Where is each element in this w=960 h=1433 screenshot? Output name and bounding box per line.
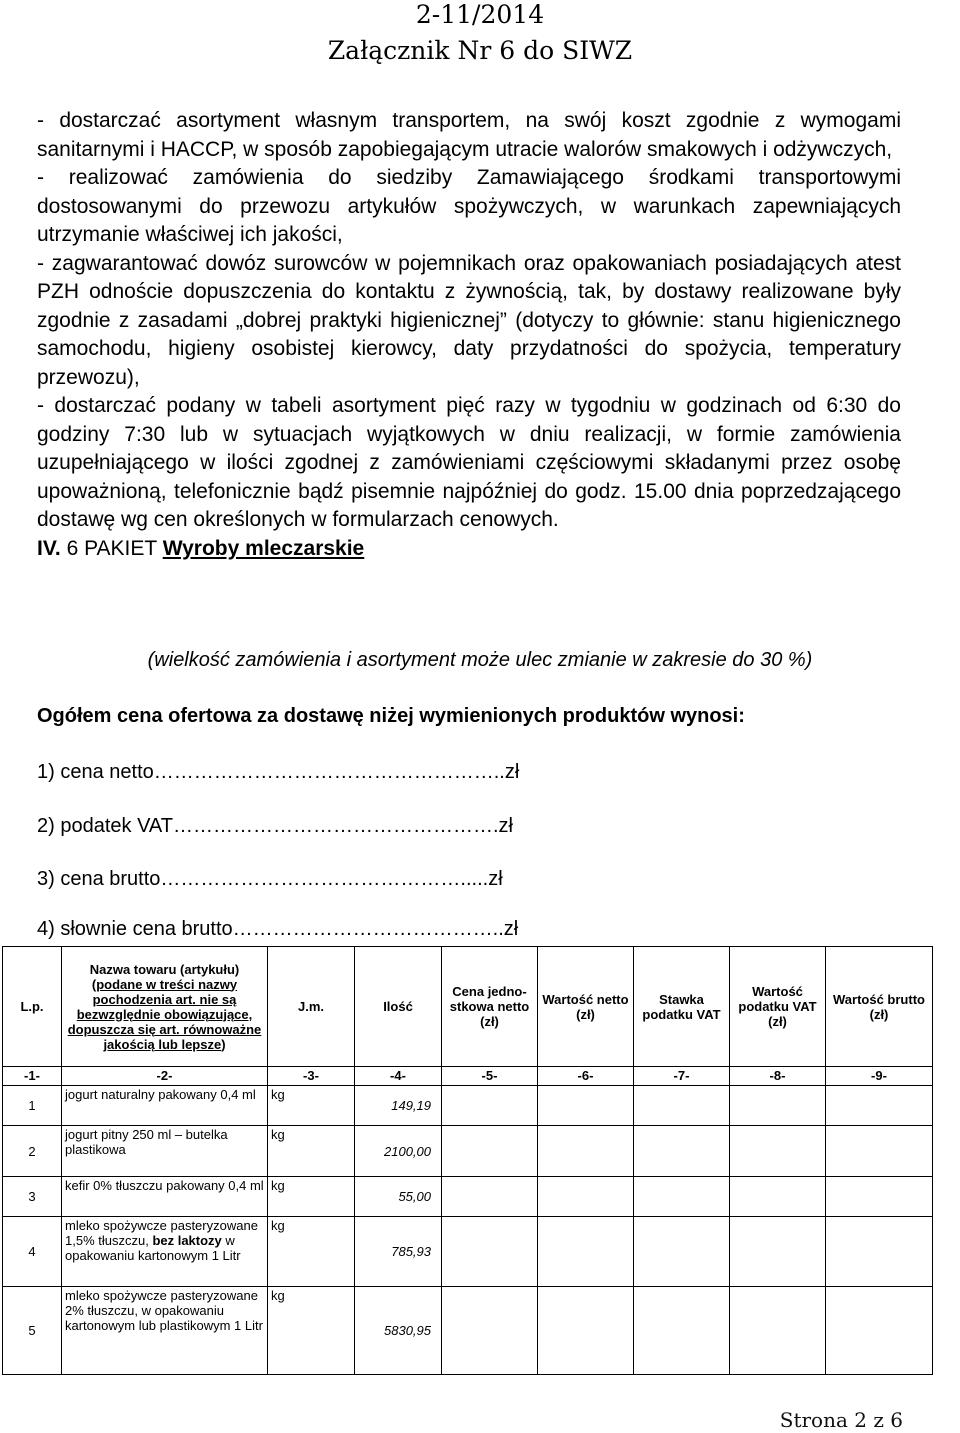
col-header-net-value: Wartość netto (zł)	[538, 947, 634, 1067]
row-unit-price[interactable]	[442, 1086, 538, 1126]
row-net-value[interactable]	[538, 1177, 634, 1217]
name-header-title: Nazwa towaru (artykułu)	[89, 961, 240, 977]
current-page-number: 2	[854, 1408, 867, 1432]
row-quantity: 5830,95	[355, 1287, 442, 1375]
row-lp: 4	[3, 1217, 62, 1287]
total-net-line: 1) cena netto……………………………………………..zł	[37, 761, 520, 783]
row-unit: kg	[268, 1217, 355, 1287]
paragraph: - dostarczać podany w tabeli asortyment pięć razy w tygodniu w godzinach od 6:30 do godziny 7:30 lub w sytuacjach wyjątkowych w dniu realizacji, w formie zamówienia uzupełniającego w ilości zgodnej z zamówieniami częściowymi składanymi przez osobę upoważnioną, telefonicznie bądź pisemnie najpóźniej do godz. 15.00 dnia poprzedzającego dostawę wg cen określonych w formularzach cenowych.	[37, 394, 901, 531]
row-vat-value[interactable]	[730, 1126, 826, 1177]
name-header-note: (podane w treści nazwy pochodzenia art. nie są bezwzględnie obowiązujące, dopuszcza się art. równoważne jakością lub lepsze	[67, 976, 262, 1052]
section-heading	[37, 535, 901, 564]
row-unit-price[interactable]	[442, 1177, 538, 1217]
footer-prefix: Strona	[779, 1408, 855, 1432]
col-header-lp: L.p.	[3, 947, 62, 1067]
total-gross-line: 3) cena brutto……………………………………….....zł	[37, 868, 503, 890]
col-header-name	[62, 947, 268, 1067]
paragraph: - dostarczać asortyment własnym transportem, na swój koszt zgodnie z wymogami sanitarnymi i HACCP, w sposób zapobiegającym utracie walorów smakowych i odżywczych,	[37, 109, 901, 161]
table-row	[3, 1287, 933, 1375]
row-quantity: 149,19	[355, 1086, 442, 1126]
row-unit-price[interactable]	[442, 1217, 538, 1287]
row-unit: kg	[268, 1177, 355, 1217]
attachment-title: Załącznik Nr 6 do SIWZ	[327, 36, 633, 65]
row-quantity: 2100,00	[355, 1126, 442, 1177]
row-gross-value[interactable]	[826, 1217, 933, 1287]
section-roman: IV.	[37, 536, 61, 560]
row-lp: 2	[3, 1126, 62, 1177]
requirements-text	[37, 107, 901, 563]
column-number: -7-	[634, 1067, 730, 1086]
col-header-unit: J.m.	[268, 947, 355, 1067]
column-number: -3-	[268, 1067, 355, 1086]
row-vat-value[interactable]	[730, 1086, 826, 1126]
row-net-value[interactable]	[538, 1217, 634, 1287]
row-quantity: 55,00	[355, 1177, 442, 1217]
col-header-vat-rate: Stawka podatku VAT	[634, 947, 730, 1067]
col-header-vat-value: Wartość podatku VAT (zł)	[730, 947, 826, 1067]
column-number: -9-	[826, 1067, 933, 1086]
products-table	[2, 946, 933, 1375]
total-vat-line: 2) podatek VAT………………………………………….zł	[37, 815, 513, 837]
row-product-name-part: mleko spożywcze pasteryzowane 1,5% tłuszczu,	[65, 1218, 258, 1248]
column-number: -1-	[3, 1067, 62, 1086]
row-unit-price[interactable]	[442, 1126, 538, 1177]
row-vat-rate[interactable]	[634, 1177, 730, 1217]
row-product-name: jogurt naturalny pakowany 0,4 ml	[62, 1086, 268, 1126]
column-number: -5-	[442, 1067, 538, 1086]
row-quantity: 785,93	[355, 1217, 442, 1287]
quantity-note: (wielkość zamówienia i asortyment może ulec zmianie w zakresie do 30 %)	[147, 649, 813, 671]
row-product-name-part: w opakowaniu kartonowym 1 Litr	[65, 1233, 241, 1263]
col-header-qty: Ilość	[355, 947, 442, 1067]
table-row	[3, 1217, 933, 1287]
column-number: -6-	[538, 1067, 634, 1086]
lactose-free-label: bez laktozy	[152, 1233, 222, 1248]
column-number: -2-	[62, 1067, 268, 1086]
row-gross-value[interactable]	[826, 1287, 933, 1375]
row-lp: 5	[3, 1287, 62, 1375]
col-header-gross-value: Wartość brutto (zł)	[826, 947, 933, 1067]
row-unit-price[interactable]	[442, 1287, 538, 1375]
row-gross-value[interactable]	[826, 1086, 933, 1126]
row-lp: 1	[3, 1086, 62, 1126]
column-number: -4-	[355, 1067, 442, 1086]
row-vat-rate[interactable]	[634, 1086, 730, 1126]
case-number: 2-11/2014	[415, 0, 545, 29]
section-prefix: 6 PAKIET	[60, 536, 163, 560]
row-product-name: jogurt pitny 250 ml – butelka plastikowa	[62, 1126, 268, 1177]
row-lp: 3	[3, 1177, 62, 1217]
row-vat-rate[interactable]	[634, 1217, 730, 1287]
row-product-name: kefir 0% tłuszczu pakowany 0,4 ml	[62, 1177, 268, 1217]
row-net-value[interactable]	[538, 1086, 634, 1126]
row-unit: kg	[268, 1287, 355, 1375]
row-unit: kg	[268, 1086, 355, 1126]
total-pages-number: 6	[890, 1408, 903, 1432]
table-header-row	[3, 947, 933, 1067]
column-number: -8-	[730, 1067, 826, 1086]
page-footer	[780, 1408, 903, 1432]
table-row	[3, 1126, 933, 1177]
row-vat-rate[interactable]	[634, 1287, 730, 1375]
name-header-close: )	[221, 1036, 226, 1052]
paragraph: - realizować zamówienia do siedziby Zamawiającego środkami transportowymi dostosowanymi do przewozu artykułów spożywczych, w warunkach zapewniających utrzymanie właściwej ich jakości,	[37, 166, 901, 246]
section-title: Wyroby mleczarskie	[162, 536, 365, 560]
table-row	[3, 1086, 933, 1126]
row-vat-rate[interactable]	[634, 1126, 730, 1177]
row-net-value[interactable]	[538, 1126, 634, 1177]
row-vat-value[interactable]	[730, 1217, 826, 1287]
row-product-name	[62, 1217, 268, 1287]
table-row	[3, 1177, 933, 1217]
footer-middle: z	[867, 1408, 891, 1432]
total-words-line: 4) słownie cena brutto…………………………………..zł	[37, 918, 519, 940]
row-gross-value[interactable]	[826, 1126, 933, 1177]
totals-title: Ogółem cena ofertowa za dostawę niżej wymienionych produktów wynosi:	[37, 705, 745, 727]
paragraph: - zagwarantować dowóz surowców w pojemnikach oraz opakowaniach posiadających atest PZH odnoście dopuszczenia do kontaktu z żywnością, tak, by dostawy realizowane były zgodnie z zasadami „dobrej praktyki higienicznej” (dotyczy to głównie: stanu higienicznego samochodu, higieny osobistej kierowcy, daty przydatności do spożycia, temperatury przewozu),	[37, 251, 901, 389]
row-unit: kg	[268, 1126, 355, 1177]
column-number-row	[3, 1067, 933, 1086]
row-vat-value[interactable]	[730, 1287, 826, 1375]
row-vat-value[interactable]	[730, 1177, 826, 1217]
row-net-value[interactable]	[538, 1287, 634, 1375]
row-gross-value[interactable]	[826, 1177, 933, 1217]
col-header-unit-price: Cena jedno-stkowa netto (zł)	[442, 947, 538, 1067]
row-product-name: mleko spożywcze pasteryzowane 2% tłuszczu, w opakowaniu kartonowym lub plastikowym 1 Litr	[62, 1287, 268, 1375]
